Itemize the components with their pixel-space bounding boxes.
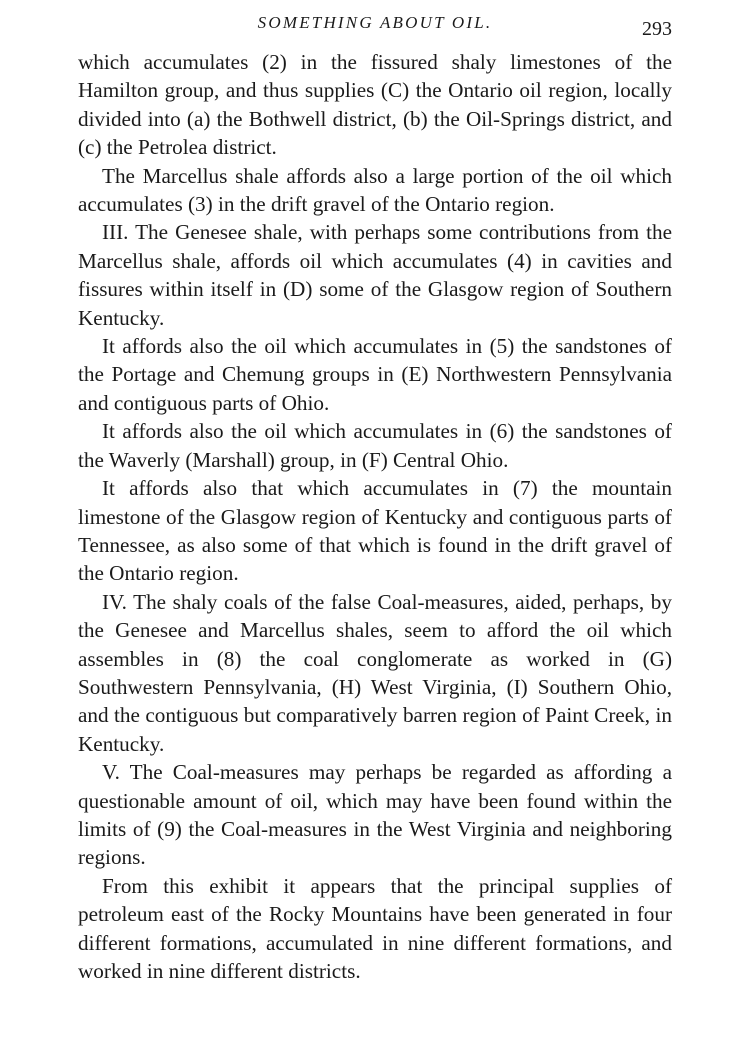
paragraph-genesee-shale: III. The Genesee shale, with perhaps some contributions from the Marcellus shale, affords oil which accumulates (4) in cavities and fissures within itself in (D) some of the Glasgow region of Southern Kentucky. (78, 220, 672, 330)
running-head: SOMETHING ABOUT OIL. (257, 13, 493, 32)
paragraph-waverly-group: It affords also the oil which accumulates in (6) the sandstones of the Waverly (Marshall) group, in (F) Central Ohio. (78, 419, 672, 472)
paragraph-coal-measures: V. The Coal-measures may perhaps be regarded as affording a questionable amount of oil, which may have been found within the limits of (9) the Coal-measures in the West Virginia and neighboring regions. (78, 760, 672, 870)
paragraph-portage-chemung: It affords also the oil which accumulates in (5) the sandstones of the Portage and Chemung groups in (E) Northwestern Pennsylvania and contiguous parts of Ohio. (78, 334, 672, 415)
body-text (78, 48, 672, 985)
book-page (78, 8, 672, 985)
paragraph-marcellus-shale: The Marcellus shale affords also a large portion of the oil which accumulates (3) in the drift gravel of the Ontario region. (78, 163, 672, 217)
page-number: 293 (642, 18, 672, 40)
page-header (78, 8, 672, 48)
paragraph-shaly-coals: IV. The shaly coals of the false Coal-measures, aided, perhaps, by the Genesee and Marcellus shales, seem to afford the oil which assembles in (8) the coal conglomerate as worked in (G) Southwestern Pennsylvania, (H) West Virginia, (I) Southern Ohio, and the contiguous but comparatively barren region of Paint Creek, in Kentucky. (78, 589, 672, 756)
paragraph-summary: From this exhibit it appears that the principal supplies of petroleum east of the Rocky Mountains have been generated in four different formations, accumulated in nine different formations, and worked in nine different districts. (78, 873, 672, 983)
paragraph-continued: which accumulates (2) in the fissured shaly limestones of the Hamilton group, and thus supplies (C) the Ontario oil region, locally divided into (a) the Bothwell district, (b) the Oil-Springs district, and (c) the Petrolea district. (78, 50, 672, 160)
paragraph-mountain-limestone: It affords also that which accumulates in (7) the mountain limestone of the Glasgow region of Kentucky and contiguous parts of Tennessee, as also some of that which is found in the drift gravel of the Ontario region. (78, 476, 672, 586)
